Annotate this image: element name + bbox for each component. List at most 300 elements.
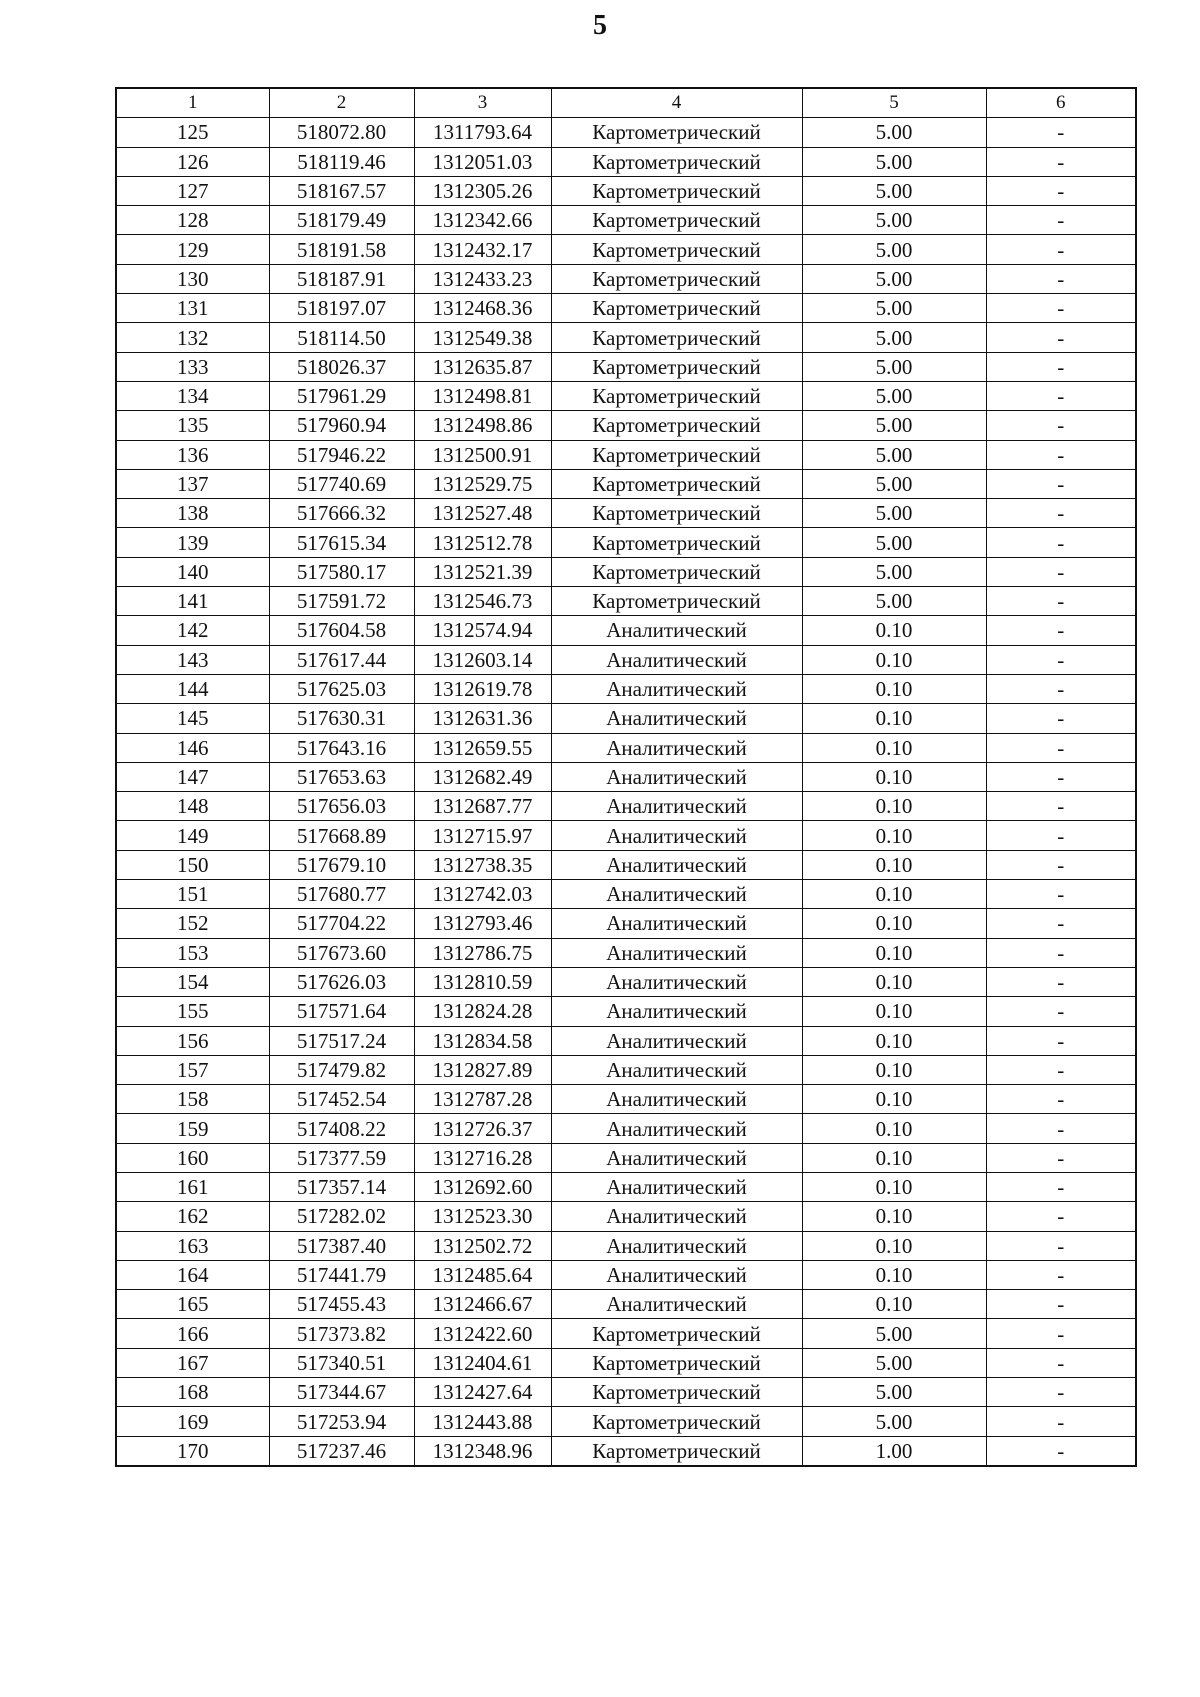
accuracy-cell: 0.10 <box>802 792 986 821</box>
point-number-cell: 133 <box>116 352 269 381</box>
note-cell: - <box>986 616 1136 645</box>
accuracy-cell: 0.10 <box>802 1114 986 1143</box>
point-number-cell: 167 <box>116 1348 269 1377</box>
method-cell: Картометрический <box>551 352 802 381</box>
x-coordinate-cell: 517630.31 <box>269 704 414 733</box>
note-cell: - <box>986 1172 1136 1201</box>
x-coordinate-cell: 517452.54 <box>269 1085 414 1114</box>
column-header: 6 <box>986 88 1136 118</box>
x-coordinate-cell: 517580.17 <box>269 557 414 586</box>
point-number-cell: 147 <box>116 762 269 791</box>
method-cell: Аналитический <box>551 1260 802 1289</box>
point-number-cell: 132 <box>116 323 269 352</box>
note-cell: - <box>986 880 1136 909</box>
method-cell: Аналитический <box>551 938 802 967</box>
table-row <box>116 967 1136 996</box>
x-coordinate-cell: 518197.07 <box>269 294 414 323</box>
point-number-cell: 141 <box>116 587 269 616</box>
note-cell: - <box>986 645 1136 674</box>
note-cell: - <box>986 1260 1136 1289</box>
point-number-cell: 146 <box>116 733 269 762</box>
accuracy-cell: 5.00 <box>802 411 986 440</box>
accuracy-cell: 0.10 <box>802 821 986 850</box>
method-cell: Картометрический <box>551 440 802 469</box>
column-header: 2 <box>269 88 414 118</box>
x-coordinate-cell: 517625.03 <box>269 674 414 703</box>
accuracy-cell: 0.10 <box>802 938 986 967</box>
table-row <box>116 1319 1136 1348</box>
table-row <box>116 469 1136 498</box>
accuracy-cell: 0.10 <box>802 674 986 703</box>
y-coordinate-cell: 1312682.49 <box>414 762 551 791</box>
x-coordinate-cell: 517666.32 <box>269 499 414 528</box>
table-row <box>116 1085 1136 1114</box>
y-coordinate-cell: 1312468.36 <box>414 294 551 323</box>
x-coordinate-cell: 517455.43 <box>269 1290 414 1319</box>
accuracy-cell: 0.10 <box>802 1085 986 1114</box>
table-row <box>116 1055 1136 1084</box>
table-row <box>116 587 1136 616</box>
x-coordinate-cell: 518119.46 <box>269 147 414 176</box>
table-row <box>116 645 1136 674</box>
x-coordinate-cell: 518187.91 <box>269 264 414 293</box>
y-coordinate-cell: 1312433.23 <box>414 264 551 293</box>
x-coordinate-cell: 518191.58 <box>269 235 414 264</box>
method-cell: Аналитический <box>551 997 802 1026</box>
note-cell: - <box>986 967 1136 996</box>
point-number-cell: 159 <box>116 1114 269 1143</box>
table-row <box>116 352 1136 381</box>
note-cell: - <box>986 1143 1136 1172</box>
point-number-cell: 153 <box>116 938 269 967</box>
x-coordinate-cell: 517704.22 <box>269 909 414 938</box>
point-number-cell: 131 <box>116 294 269 323</box>
method-cell: Аналитический <box>551 1085 802 1114</box>
accuracy-cell: 0.10 <box>802 1231 986 1260</box>
x-coordinate-cell: 517740.69 <box>269 469 414 498</box>
accuracy-cell: 0.10 <box>802 1172 986 1201</box>
method-cell: Картометрический <box>551 1407 802 1436</box>
note-cell: - <box>986 352 1136 381</box>
x-coordinate-cell: 517615.34 <box>269 528 414 557</box>
note-cell: - <box>986 1114 1136 1143</box>
accuracy-cell: 5.00 <box>802 557 986 586</box>
x-coordinate-cell: 517282.02 <box>269 1202 414 1231</box>
method-cell: Картометрический <box>551 147 802 176</box>
x-coordinate-cell: 517571.64 <box>269 997 414 1026</box>
note-cell: - <box>986 1026 1136 1055</box>
point-number-cell: 158 <box>116 1085 269 1114</box>
table-row <box>116 118 1136 147</box>
y-coordinate-cell: 1312810.59 <box>414 967 551 996</box>
coordinates-table <box>115 87 1137 1467</box>
table-row <box>116 1026 1136 1055</box>
point-number-cell: 126 <box>116 147 269 176</box>
point-number-cell: 163 <box>116 1231 269 1260</box>
note-cell: - <box>986 206 1136 235</box>
point-number-cell: 138 <box>116 499 269 528</box>
point-number-cell: 148 <box>116 792 269 821</box>
method-cell: Картометрический <box>551 176 802 205</box>
x-coordinate-cell: 517387.40 <box>269 1231 414 1260</box>
method-cell: Аналитический <box>551 909 802 938</box>
x-coordinate-cell: 517617.44 <box>269 645 414 674</box>
note-cell: - <box>986 587 1136 616</box>
y-coordinate-cell: 1312692.60 <box>414 1172 551 1201</box>
y-coordinate-cell: 1312574.94 <box>414 616 551 645</box>
point-number-cell: 156 <box>116 1026 269 1055</box>
method-cell: Картометрический <box>551 294 802 323</box>
accuracy-cell: 5.00 <box>802 587 986 616</box>
x-coordinate-cell: 517604.58 <box>269 616 414 645</box>
point-number-cell: 165 <box>116 1290 269 1319</box>
point-number-cell: 134 <box>116 381 269 410</box>
method-cell: Картометрический <box>551 206 802 235</box>
accuracy-cell: 1.00 <box>802 1436 986 1466</box>
method-cell: Аналитический <box>551 880 802 909</box>
accuracy-cell: 5.00 <box>802 528 986 557</box>
table-row <box>116 1260 1136 1289</box>
y-coordinate-cell: 1312051.03 <box>414 147 551 176</box>
y-coordinate-cell: 1312427.64 <box>414 1378 551 1407</box>
accuracy-cell: 0.10 <box>802 1143 986 1172</box>
x-coordinate-cell: 517656.03 <box>269 792 414 821</box>
y-coordinate-cell: 1312742.03 <box>414 880 551 909</box>
method-cell: Картометрический <box>551 499 802 528</box>
x-coordinate-cell: 517591.72 <box>269 587 414 616</box>
accuracy-cell: 0.10 <box>802 1026 986 1055</box>
x-coordinate-cell: 517961.29 <box>269 381 414 410</box>
column-header: 4 <box>551 88 802 118</box>
method-cell: Аналитический <box>551 1143 802 1172</box>
column-header: 1 <box>116 88 269 118</box>
accuracy-cell: 5.00 <box>802 1348 986 1377</box>
point-number-cell: 164 <box>116 1260 269 1289</box>
accuracy-cell: 0.10 <box>802 1055 986 1084</box>
table-row <box>116 674 1136 703</box>
method-cell: Картометрический <box>551 528 802 557</box>
point-number-cell: 139 <box>116 528 269 557</box>
note-cell: - <box>986 1290 1136 1319</box>
method-cell: Аналитический <box>551 674 802 703</box>
point-number-cell: 137 <box>116 469 269 498</box>
note-cell: - <box>986 909 1136 938</box>
y-coordinate-cell: 1312521.39 <box>414 557 551 586</box>
note-cell: - <box>986 1378 1136 1407</box>
y-coordinate-cell: 1312834.58 <box>414 1026 551 1055</box>
method-cell: Картометрический <box>551 411 802 440</box>
table-row <box>116 235 1136 264</box>
table-row <box>116 762 1136 791</box>
x-coordinate-cell: 518179.49 <box>269 206 414 235</box>
method-cell: Картометрический <box>551 1378 802 1407</box>
table-row <box>116 323 1136 352</box>
x-coordinate-cell: 517373.82 <box>269 1319 414 1348</box>
table-row <box>116 616 1136 645</box>
point-number-cell: 155 <box>116 997 269 1026</box>
y-coordinate-cell: 1312500.91 <box>414 440 551 469</box>
accuracy-cell: 5.00 <box>802 469 986 498</box>
point-number-cell: 142 <box>116 616 269 645</box>
y-coordinate-cell: 1312466.67 <box>414 1290 551 1319</box>
note-cell: - <box>986 118 1136 147</box>
y-coordinate-cell: 1312422.60 <box>414 1319 551 1348</box>
note-cell: - <box>986 381 1136 410</box>
y-coordinate-cell: 1312716.28 <box>414 1143 551 1172</box>
method-cell: Аналитический <box>551 792 802 821</box>
accuracy-cell: 5.00 <box>802 294 986 323</box>
accuracy-cell: 0.10 <box>802 909 986 938</box>
table-row <box>116 381 1136 410</box>
x-coordinate-cell: 518072.80 <box>269 118 414 147</box>
x-coordinate-cell: 518114.50 <box>269 323 414 352</box>
x-coordinate-cell: 517340.51 <box>269 1348 414 1377</box>
x-coordinate-cell: 517517.24 <box>269 1026 414 1055</box>
table-row <box>116 440 1136 469</box>
y-coordinate-cell: 1312546.73 <box>414 587 551 616</box>
note-cell: - <box>986 792 1136 821</box>
note-cell: - <box>986 235 1136 264</box>
accuracy-cell: 0.10 <box>802 1202 986 1231</box>
method-cell: Картометрический <box>551 1436 802 1466</box>
y-coordinate-cell: 1312738.35 <box>414 850 551 879</box>
point-number-cell: 152 <box>116 909 269 938</box>
point-number-cell: 154 <box>116 967 269 996</box>
note-cell: - <box>986 411 1136 440</box>
method-cell: Картометрический <box>551 587 802 616</box>
note-cell: - <box>986 499 1136 528</box>
method-cell: Аналитический <box>551 1231 802 1260</box>
method-cell: Картометрический <box>551 1348 802 1377</box>
y-coordinate-cell: 1312512.78 <box>414 528 551 557</box>
y-coordinate-cell: 1312498.86 <box>414 411 551 440</box>
note-cell: - <box>986 147 1136 176</box>
x-coordinate-cell: 518026.37 <box>269 352 414 381</box>
y-coordinate-cell: 1312305.26 <box>414 176 551 205</box>
y-coordinate-cell: 1312793.46 <box>414 909 551 938</box>
method-cell: Картометрический <box>551 235 802 264</box>
accuracy-cell: 0.10 <box>802 850 986 879</box>
accuracy-cell: 0.10 <box>802 967 986 996</box>
note-cell: - <box>986 1348 1136 1377</box>
point-number-cell: 144 <box>116 674 269 703</box>
method-cell: Картометрический <box>551 118 802 147</box>
method-cell: Картометрический <box>551 1319 802 1348</box>
accuracy-cell: 0.10 <box>802 762 986 791</box>
table-row <box>116 294 1136 323</box>
x-coordinate-cell: 518167.57 <box>269 176 414 205</box>
note-cell: - <box>986 997 1136 1026</box>
table-body <box>116 118 1136 1466</box>
accuracy-cell: 0.10 <box>802 616 986 645</box>
method-cell: Аналитический <box>551 1026 802 1055</box>
note-cell: - <box>986 1202 1136 1231</box>
point-number-cell: 161 <box>116 1172 269 1201</box>
y-coordinate-cell: 1312485.64 <box>414 1260 551 1289</box>
point-number-cell: 140 <box>116 557 269 586</box>
table-row <box>116 206 1136 235</box>
table-row <box>116 176 1136 205</box>
method-cell: Аналитический <box>551 733 802 762</box>
note-cell: - <box>986 1085 1136 1114</box>
table-header-row <box>116 88 1136 118</box>
table-row <box>116 880 1136 909</box>
point-number-cell: 130 <box>116 264 269 293</box>
note-cell: - <box>986 821 1136 850</box>
accuracy-cell: 5.00 <box>802 1319 986 1348</box>
note-cell: - <box>986 323 1136 352</box>
x-coordinate-cell: 517946.22 <box>269 440 414 469</box>
point-number-cell: 162 <box>116 1202 269 1231</box>
point-number-cell: 168 <box>116 1378 269 1407</box>
x-coordinate-cell: 517643.16 <box>269 733 414 762</box>
method-cell: Аналитический <box>551 762 802 791</box>
method-cell: Картометрический <box>551 323 802 352</box>
accuracy-cell: 0.10 <box>802 645 986 674</box>
y-coordinate-cell: 1312659.55 <box>414 733 551 762</box>
x-coordinate-cell: 517960.94 <box>269 411 414 440</box>
method-cell: Аналитический <box>551 1055 802 1084</box>
x-coordinate-cell: 517479.82 <box>269 1055 414 1084</box>
accuracy-cell: 0.10 <box>802 733 986 762</box>
point-number-cell: 170 <box>116 1436 269 1466</box>
x-coordinate-cell: 517673.60 <box>269 938 414 967</box>
method-cell: Аналитический <box>551 850 802 879</box>
accuracy-cell: 5.00 <box>802 499 986 528</box>
accuracy-cell: 5.00 <box>802 323 986 352</box>
x-coordinate-cell: 517680.77 <box>269 880 414 909</box>
table-row <box>116 909 1136 938</box>
table-row <box>116 1348 1136 1377</box>
y-coordinate-cell: 1312715.97 <box>414 821 551 850</box>
accuracy-cell: 5.00 <box>802 206 986 235</box>
accuracy-cell: 5.00 <box>802 352 986 381</box>
y-coordinate-cell: 1312786.75 <box>414 938 551 967</box>
table-row <box>116 499 1136 528</box>
x-coordinate-cell: 517441.79 <box>269 1260 414 1289</box>
y-coordinate-cell: 1312523.30 <box>414 1202 551 1231</box>
table-row <box>116 1290 1136 1319</box>
accuracy-cell: 5.00 <box>802 1407 986 1436</box>
note-cell: - <box>986 1055 1136 1084</box>
point-number-cell: 151 <box>116 880 269 909</box>
point-number-cell: 145 <box>116 704 269 733</box>
method-cell: Аналитический <box>551 1202 802 1231</box>
note-cell: - <box>986 1231 1136 1260</box>
table-row <box>116 1172 1136 1201</box>
note-cell: - <box>986 1436 1136 1466</box>
table-row <box>116 411 1136 440</box>
x-coordinate-cell: 517377.59 <box>269 1143 414 1172</box>
method-cell: Аналитический <box>551 704 802 733</box>
note-cell: - <box>986 674 1136 703</box>
accuracy-cell: 5.00 <box>802 1378 986 1407</box>
table-row <box>116 997 1136 1026</box>
y-coordinate-cell: 1312443.88 <box>414 1407 551 1436</box>
accuracy-cell: 5.00 <box>802 176 986 205</box>
accuracy-cell: 0.10 <box>802 880 986 909</box>
table-row <box>116 792 1136 821</box>
note-cell: - <box>986 1407 1136 1436</box>
point-number-cell: 166 <box>116 1319 269 1348</box>
note-cell: - <box>986 850 1136 879</box>
table-row <box>116 264 1136 293</box>
accuracy-cell: 5.00 <box>802 235 986 264</box>
x-coordinate-cell: 517653.63 <box>269 762 414 791</box>
method-cell: Аналитический <box>551 645 802 674</box>
table-row <box>116 147 1136 176</box>
method-cell: Картометрический <box>551 381 802 410</box>
table-row <box>116 733 1136 762</box>
table-row <box>116 1407 1136 1436</box>
table-row <box>116 557 1136 586</box>
table-row <box>116 1143 1136 1172</box>
point-number-cell: 169 <box>116 1407 269 1436</box>
note-cell: - <box>986 704 1136 733</box>
table-row <box>116 1202 1136 1231</box>
column-header: 3 <box>414 88 551 118</box>
point-number-cell: 128 <box>116 206 269 235</box>
note-cell: - <box>986 762 1136 791</box>
y-coordinate-cell: 1311793.64 <box>414 118 551 147</box>
note-cell: - <box>986 264 1136 293</box>
note-cell: - <box>986 176 1136 205</box>
note-cell: - <box>986 294 1136 323</box>
table-row <box>116 1231 1136 1260</box>
point-number-cell: 149 <box>116 821 269 850</box>
y-coordinate-cell: 1312498.81 <box>414 381 551 410</box>
accuracy-cell: 0.10 <box>802 997 986 1026</box>
point-number-cell: 157 <box>116 1055 269 1084</box>
method-cell: Картометрический <box>551 469 802 498</box>
y-coordinate-cell: 1312432.17 <box>414 235 551 264</box>
y-coordinate-cell: 1312348.96 <box>414 1436 551 1466</box>
note-cell: - <box>986 440 1136 469</box>
method-cell: Аналитический <box>551 1172 802 1201</box>
accuracy-cell: 0.10 <box>802 1260 986 1289</box>
x-coordinate-cell: 517626.03 <box>269 967 414 996</box>
table-row <box>116 938 1136 967</box>
x-coordinate-cell: 517357.14 <box>269 1172 414 1201</box>
point-number-cell: 160 <box>116 1143 269 1172</box>
point-number-cell: 125 <box>116 118 269 147</box>
point-number-cell: 127 <box>116 176 269 205</box>
accuracy-cell: 0.10 <box>802 704 986 733</box>
note-cell: - <box>986 938 1136 967</box>
y-coordinate-cell: 1312726.37 <box>414 1114 551 1143</box>
table-row <box>116 1114 1136 1143</box>
y-coordinate-cell: 1312603.14 <box>414 645 551 674</box>
point-number-cell: 143 <box>116 645 269 674</box>
method-cell: Картометрический <box>551 557 802 586</box>
y-coordinate-cell: 1312635.87 <box>414 352 551 381</box>
y-coordinate-cell: 1312404.61 <box>414 1348 551 1377</box>
y-coordinate-cell: 1312549.38 <box>414 323 551 352</box>
y-coordinate-cell: 1312631.36 <box>414 704 551 733</box>
x-coordinate-cell: 517237.46 <box>269 1436 414 1466</box>
table-row <box>116 850 1136 879</box>
note-cell: - <box>986 469 1136 498</box>
table-row <box>116 1378 1136 1407</box>
note-cell: - <box>986 733 1136 762</box>
point-number-cell: 129 <box>116 235 269 264</box>
method-cell: Аналитический <box>551 821 802 850</box>
accuracy-cell: 5.00 <box>802 381 986 410</box>
y-coordinate-cell: 1312502.72 <box>414 1231 551 1260</box>
x-coordinate-cell: 517344.67 <box>269 1378 414 1407</box>
accuracy-cell: 5.00 <box>802 440 986 469</box>
accuracy-cell: 5.00 <box>802 147 986 176</box>
